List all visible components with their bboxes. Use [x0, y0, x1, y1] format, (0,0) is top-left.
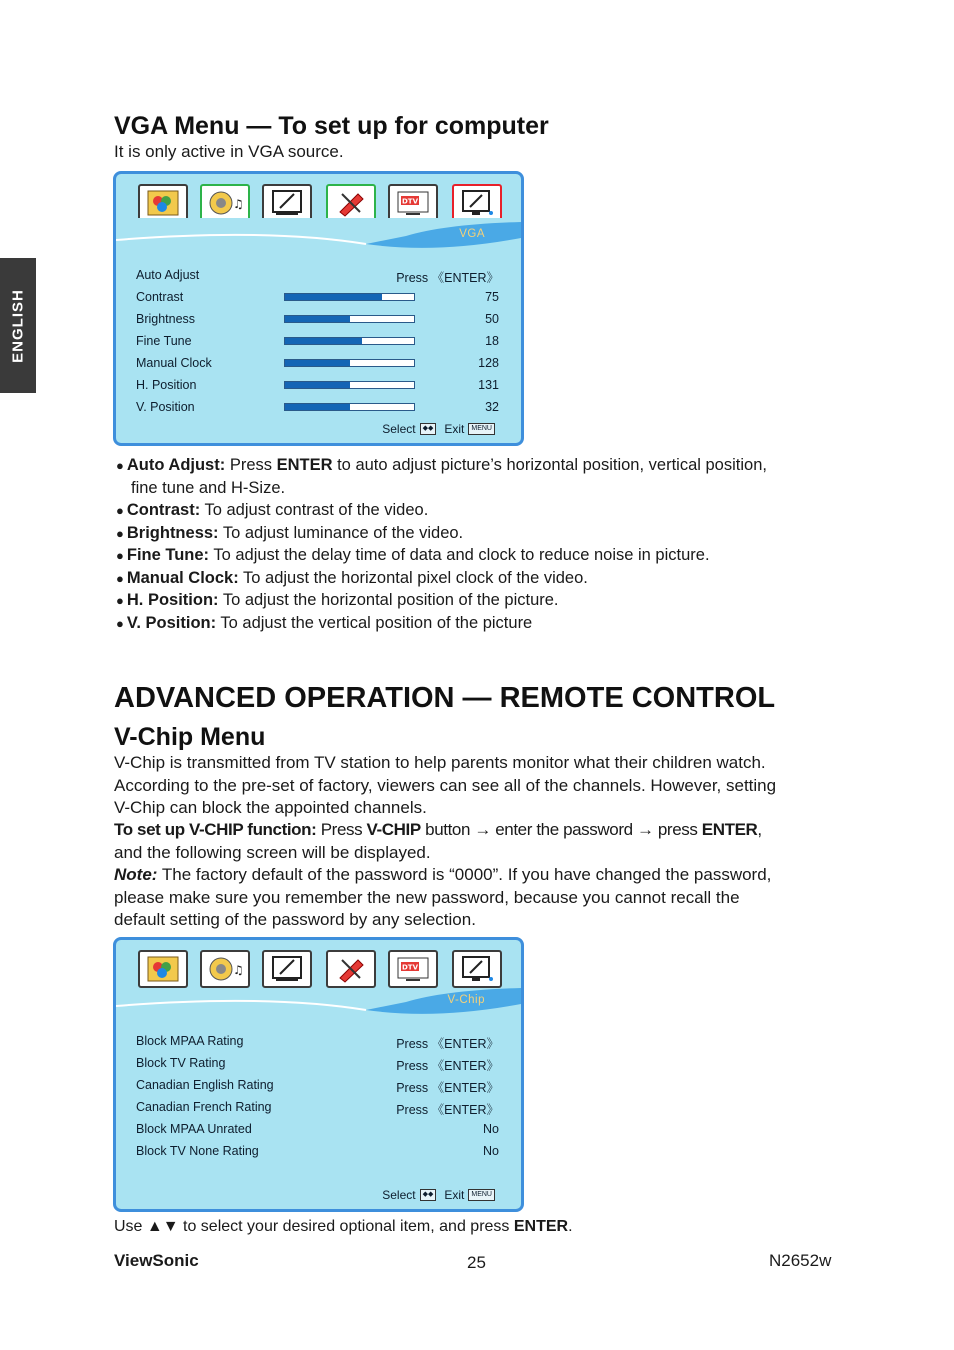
vchip-osd-row-value: Press 《ENTER》	[396, 1081, 499, 1095]
vchip-intro-line-3: V-Chip can block the appointed channels.	[114, 798, 427, 817]
vchip-setup-line-2: and the following screen will be displayed.	[114, 842, 431, 862]
language-tab	[0, 258, 36, 393]
vga-osd-row-label: Auto Adjust	[136, 268, 200, 282]
vchip-osd-row	[136, 1144, 499, 1160]
dtv-icon	[388, 184, 438, 222]
bullet-text: ENTER	[276, 456, 333, 474]
bullet-icon: ●	[116, 593, 124, 608]
vchip-osd-row-value: Press 《ENTER》	[396, 1059, 499, 1073]
vchip-osd-screenshot	[113, 937, 524, 1212]
bullet-term: V. Position:	[126, 613, 217, 632]
tv-icon	[262, 950, 312, 988]
vga-menu-subtitle: It is only active in VGA source.	[114, 142, 344, 161]
vga-osd-row-label: Fine Tune	[136, 334, 192, 348]
dtv-icon	[388, 950, 438, 988]
vga-osd-level-slider	[284, 315, 415, 323]
advanced-operation-title: ADVANCED OPERATION — REMOTE CONTROL	[114, 682, 776, 714]
vchip-osd-row	[136, 1100, 499, 1116]
vchip-osd-row	[136, 1078, 499, 1094]
vchip-osd-row-value: Press 《ENTER》	[396, 1037, 499, 1051]
brand-name: ViewSonic	[114, 1251, 199, 1270]
model-number: N2652w	[769, 1251, 832, 1270]
vga-bullet-item	[116, 612, 532, 635]
vchip-osd-row-value: No	[483, 1144, 499, 1158]
vga-monitor-icon	[452, 184, 502, 222]
svg-text:♫: ♫	[233, 963, 244, 977]
vga-osd-level-slider	[284, 403, 415, 411]
bullet-icon: ●	[116, 615, 124, 631]
bullet-text: To adjust contrast of the video.	[200, 501, 429, 519]
vga-osd-row-label: Manual Clock	[136, 356, 212, 370]
vga-osd-row-value: 131	[478, 378, 499, 392]
navigate-arrows-icon: ◆◆	[420, 423, 437, 435]
vga-osd-level-fill	[285, 382, 350, 388]
bullet-icon: ●	[116, 525, 124, 541]
bullet-icon: ●	[116, 570, 124, 586]
vga-osd-level-slider	[284, 359, 415, 367]
vga-osd-row	[136, 334, 499, 350]
vga-osd-level-fill	[285, 404, 350, 410]
setup-tools-icon	[326, 950, 376, 988]
vga-osd-row	[136, 312, 499, 328]
bullet-text: To adjust luminance of the video.	[218, 523, 464, 542]
menu-key-icon: MENU	[468, 1189, 495, 1201]
bullet-icon: ●	[116, 548, 124, 563]
vga-osd-level-fill	[285, 338, 362, 344]
vga-osd-row-value: 18	[485, 334, 499, 348]
vchip-osd-row-label: Canadian French Rating	[136, 1100, 272, 1114]
vchip-osd-row-label: Block TV Rating	[136, 1056, 226, 1070]
audio-icon	[200, 184, 250, 222]
osd-menu-name: VGA	[459, 228, 485, 240]
vga-osd-row-value: Press 《ENTER》	[396, 271, 499, 285]
vga-osd-row-label: V. Position	[136, 400, 195, 414]
bullet-text: To adjust the vertical position of the picture	[216, 613, 533, 632]
vchip-intro-line-2: According to the pre-set of factory, viewers can see all of the channels. However, setting	[114, 775, 777, 795]
vga-osd-level-slider	[284, 381, 415, 389]
menu-key-icon: MENU	[468, 423, 495, 435]
bullet-text: to auto adjust picture’s horizontal position, vertical position,	[332, 456, 767, 474]
vchip-menu-heading: V-Chip Menu	[114, 723, 266, 751]
osd-footer	[382, 422, 495, 436]
vga-osd-row-label: H. Position	[136, 378, 197, 392]
vga-bullet-item	[116, 522, 463, 545]
bullet-term: Brightness:	[126, 523, 219, 542]
vchip-osd-row	[136, 1034, 499, 1050]
exit-label: Exit	[444, 422, 465, 436]
vga-osd-level-fill	[285, 294, 382, 300]
vga-osd-level-slider	[284, 337, 415, 345]
bullet-text: To adjust the horizontal pixel clock of the video.	[238, 568, 588, 587]
vchip-osd-row	[136, 1122, 499, 1138]
vga-osd-row	[136, 378, 499, 394]
vga-osd-level-fill	[285, 316, 350, 322]
vchip-intro-line-1: V-Chip is transmitted from TV station to help parents monitor what their children watch.	[114, 753, 766, 772]
vchip-osd-row-value: Press 《ENTER》	[396, 1103, 499, 1117]
vga-osd-row-value: 75	[485, 290, 499, 304]
vga-bullet-item	[116, 589, 559, 612]
vchip-osd-row-label: Block TV None Rating	[136, 1144, 259, 1158]
vchip-note-line-2: please make sure you remember the new password, because you cannot recall the	[114, 887, 740, 907]
vga-menu-heading: VGA Menu — To set up for computer	[114, 112, 549, 140]
vga-osd-row-label: Brightness	[136, 312, 196, 326]
vga-bullet-item	[116, 567, 588, 590]
vchip-note-line-3: default setting of the password by any selection.	[114, 910, 476, 929]
svg-text:♫: ♫	[233, 197, 244, 211]
osd-menu-name: V-Chip	[447, 994, 485, 1006]
vchip-osd-row	[136, 1056, 499, 1072]
vga-osd-row	[136, 268, 499, 284]
svg-text:DTV: DTV	[402, 197, 419, 206]
vga-monitor-icon	[452, 950, 502, 988]
bullet-term: Contrast:	[126, 501, 201, 519]
bullet-text: Press	[225, 456, 277, 474]
vga-osd-row-value: 50	[485, 312, 499, 326]
bullet-term: Fine Tune:	[126, 546, 210, 564]
exit-label: Exit	[444, 1188, 465, 1202]
tv-icon	[262, 184, 312, 222]
vchip-setup-line: To set up V-CHIP function: Press V-CHIP button → enter the password → press ENTER,	[114, 820, 762, 839]
vga-osd-row-value: 128	[478, 356, 499, 370]
vga-bullet-item	[116, 544, 710, 567]
select-label: Select	[382, 1188, 416, 1202]
bullet-term: Manual Clock:	[126, 568, 239, 587]
bullet-icon: ●	[116, 458, 124, 473]
picture-icon	[138, 950, 188, 988]
vga-osd-row	[136, 400, 499, 416]
vga-bullet-item	[116, 499, 428, 522]
vchip-osd-row-label: Block MPAA Rating	[136, 1034, 244, 1048]
vga-osd-level-fill	[285, 360, 350, 366]
vga-osd-level-slider	[284, 293, 415, 301]
navigate-arrows-icon: ◆◆	[420, 1189, 437, 1201]
audio-icon	[200, 950, 250, 988]
bullet-term: H. Position:	[126, 591, 219, 609]
vga-osd-row	[136, 290, 499, 306]
select-label: Select	[382, 422, 416, 436]
page-number: 25	[467, 1253, 486, 1272]
bullet-text: fine tune and H-Size.	[131, 478, 286, 497]
bullet-icon: ●	[116, 503, 124, 518]
vga-osd-row-value: 32	[485, 400, 499, 414]
osd-footer	[382, 1188, 495, 1202]
vga-osd-row-label: Contrast	[136, 290, 184, 304]
vga-bullet-item	[116, 454, 767, 477]
vga-osd-screenshot	[113, 171, 524, 446]
use-instruction: Use ▲▼ to select your desired optional item, and press ENTER.	[114, 1218, 573, 1235]
vchip-note-line-1: Note: The factory default of the password is “0000”. If you have changed the password,	[114, 865, 772, 884]
vchip-osd-row-label: Block MPAA Unrated	[136, 1122, 252, 1136]
vchip-osd-row-value: No	[483, 1122, 499, 1136]
vga-osd-row	[136, 356, 499, 372]
bullet-text: To adjust the horizontal position of the picture.	[218, 591, 559, 609]
bullet-term: Auto Adjust:	[126, 456, 226, 474]
bullet-text: To adjust the delay time of data and clock to reduce noise in picture.	[209, 546, 710, 564]
vchip-osd-row-label: Canadian English Rating	[136, 1078, 274, 1092]
language-tab-label: ENGLISH	[9, 288, 27, 363]
svg-text:DTV: DTV	[402, 963, 419, 972]
picture-icon	[138, 184, 188, 222]
setup-tools-icon	[326, 184, 376, 222]
